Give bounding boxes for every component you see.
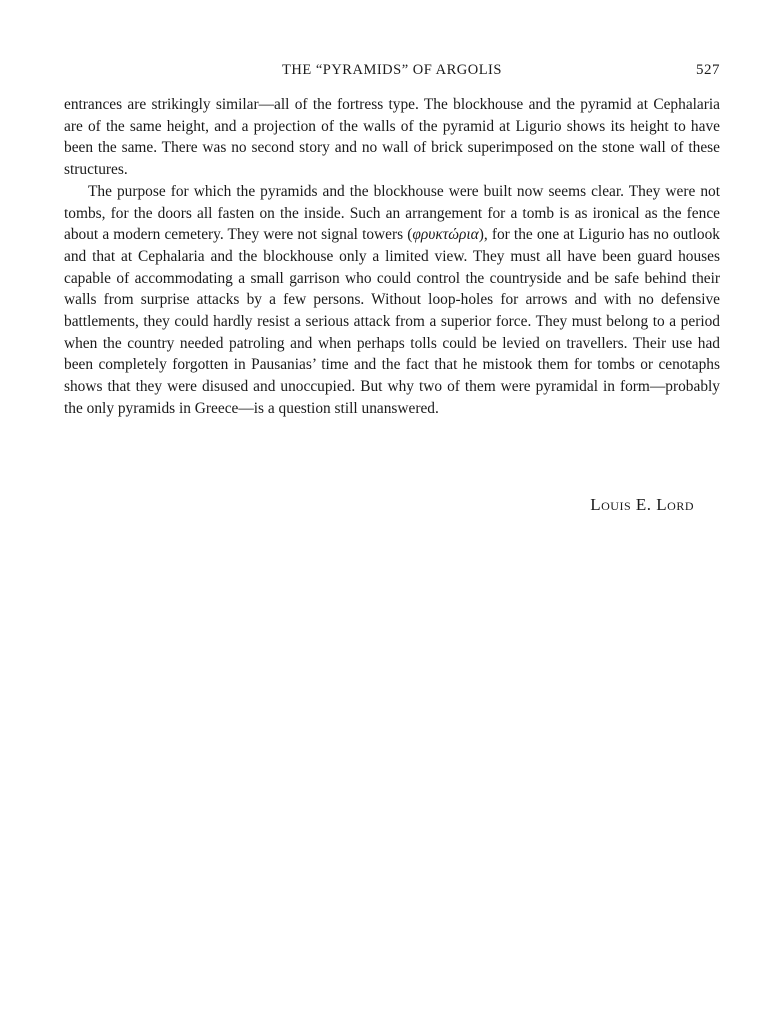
running-head — [64, 60, 720, 84]
page-number: 527 — [696, 62, 720, 78]
paragraph-2 — [64, 181, 720, 420]
body-text — [64, 94, 720, 420]
article-page — [64, 60, 720, 420]
paragraph-2-part-1: The purpose for which the pyramids and the blockhouse were built now seems clear. They were not tombs, for the doors all fasten on the inside. Such an arrangement for a tomb is as ironical as the fence about a modern cemetery. They were not signal towers ( — [64, 182, 720, 244]
paragraph-2-part-2: ), for the one at Ligurio has no outlook and that at Cephalaria and the blockhouse only a limited view. They must all have been guard houses capable of accommodating a small garrison who could control the countryside and be safe behind their walls from surprise attacks by a few persons. Without loop-holes for arrows and with no defensive battlements, they could hardly resist a serious attack from a superior force. They must belong to a period when the country needed patroling and when perhaps tolls could be levied on travellers. Their use had been completely forgotten in Pausanias’ time and the fact that he mistook them for tombs or cenotaphs shows that they were disused and unoccupied. But why two of them were pyramidal in form—probably the only pyramids in Greece—is a question still unanswered. — [64, 226, 720, 417]
running-title: THE “PYRAMIDS” OF ARGOLIS — [282, 62, 502, 78]
author-signature: Louis E. Lord — [590, 495, 694, 514]
paragraph-1: entrances are strikingly similar—all of the fortress type. The blockhouse and the pyramid at Cephalaria are of the same height, and a projection of the walls of the pyramid at Ligurio shows its height to have been the same. There was no second story and no wall of brick superimposed on the stone wall of these structures. — [64, 96, 720, 179]
greek-term: φρυκτώρια — [412, 226, 479, 244]
